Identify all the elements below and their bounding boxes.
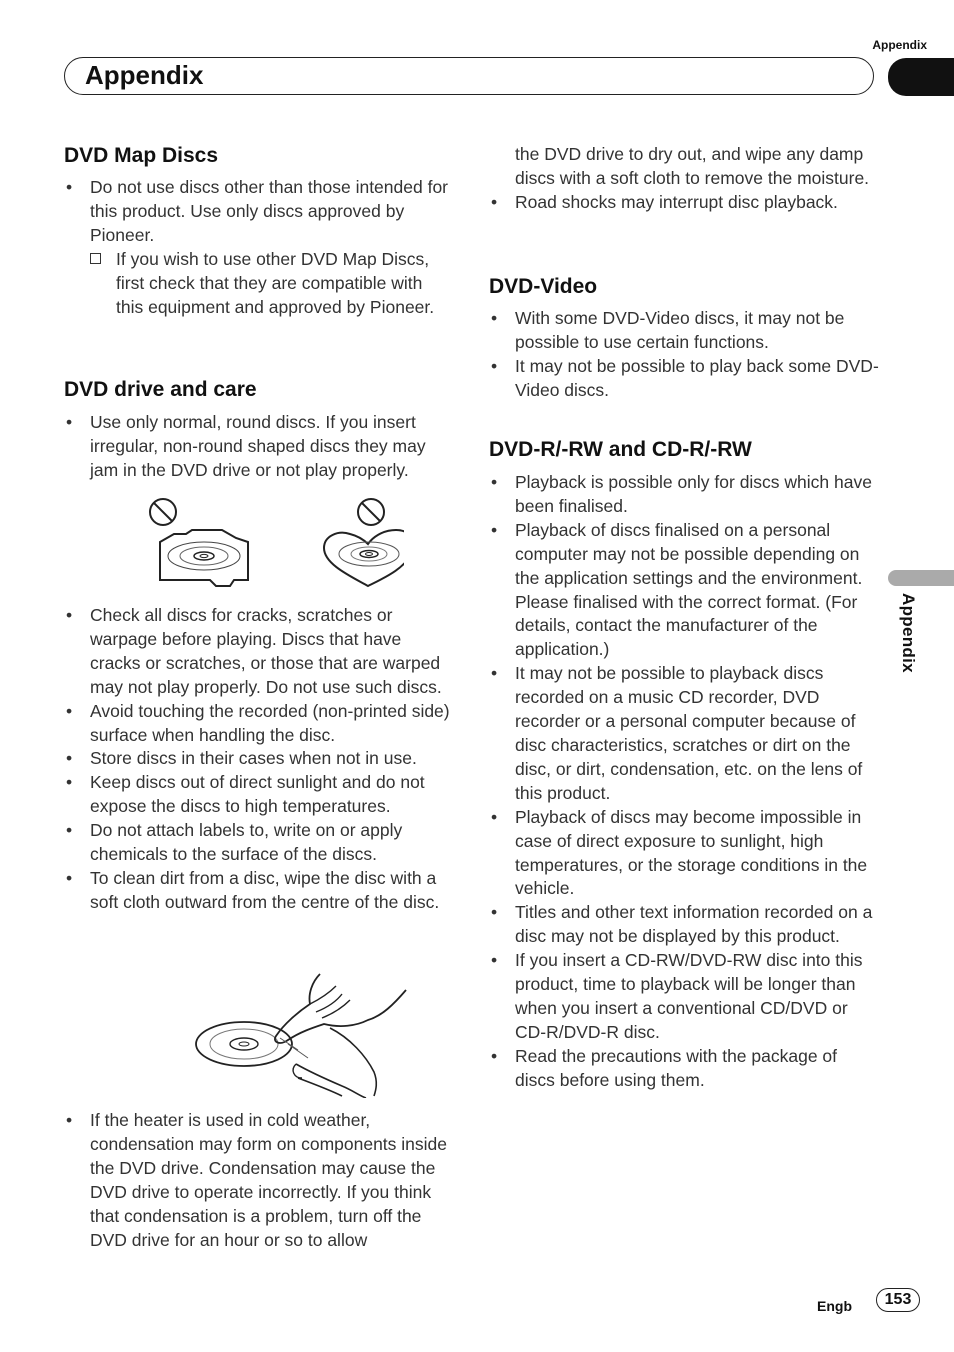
disc-cleaning-illustration [190, 968, 420, 1098]
side-section-label: Appendix [899, 593, 918, 673]
list-item: • Use only normal, round discs. If you insert irregular, non-round shaped discs they may jam in the DVD drive or not play properly. [64, 411, 454, 483]
checkbox-square-icon [90, 253, 101, 264]
wiping-hand-icon [275, 974, 406, 1096]
page-number: 153 [876, 1288, 920, 1312]
section-tab [888, 58, 954, 96]
holding-hand-icon [293, 1064, 366, 1098]
heart-shaped-disc-icon [324, 530, 404, 586]
list-item: • Read the precautions with the package of discs before using them. [489, 1045, 879, 1093]
list-item: • Avoid touching the recorded (non-printed side) surface when handling the disc. [64, 700, 454, 748]
list-item [64, 176, 454, 319]
list-item: • To clean dirt from a disc, wipe the disc with a soft cloth outward from the centre of the disc. [64, 867, 454, 915]
top-section-label: Appendix [872, 38, 927, 52]
list-item: • Playback of discs finalised on a personal computer may not be possible depending on the application settings and the environment. Please finalised with the correct format. (For details, contact the manufacturer of the application.) [489, 519, 879, 662]
dvd-drive-list-b [64, 604, 454, 915]
dvd-map-list [64, 176, 454, 319]
disc-icon [196, 1022, 292, 1066]
prohibited-icon [150, 499, 176, 525]
language-code: Engb [817, 1298, 852, 1314]
list-item: • Playback is possible only for discs which have been finalised. [489, 471, 879, 519]
list-item-continued: the DVD drive to dry out, and wipe any damp discs with a soft cloth to remove the moisture. [515, 144, 870, 188]
page-title: Appendix [85, 60, 204, 90]
dvd-video-list [489, 307, 879, 403]
list-item: • Playback of discs may become impossible in case of direct exposure to sunlight, high temperatures, or the storage conditions in the vehicle. [489, 806, 879, 902]
sub-note-text: If you wish to use other DVD Map Discs, first check that they are compatible with this equipment and approved by Pioneer. [116, 248, 435, 317]
dvd-drive-list-c [64, 1109, 454, 1252]
list-item: • With some DVD-Video discs, it may not be possible to use certain functions. [489, 307, 879, 355]
page-title-bar [64, 57, 874, 95]
list-item: • It may not be possible to playback discs recorded on a music CD recorder, DVD recorder or a personal computer because of disc characteristics, scratches or dirt on the disc, or dirt, condensation, etc. on the lens of this product. [489, 662, 879, 805]
dvd-drive-continued-list [489, 143, 879, 215]
irregular-discs-illustration [144, 494, 404, 594]
list-item: • If you insert a CD-RW/DVD-RW disc into this product, time to playback will be longer than when you insert a conventional CD/DVD or CD-R/DVD-R disc. [489, 949, 879, 1045]
list-item: • Titles and other text information recorded on a disc may not be displayed by this product. [489, 901, 879, 949]
list-item: • If the heater is used in cold weather, condensation may form on components inside the DVD drive. Condensation may cause the DVD drive to operate incorrectly. If you think that condensation is a problem, turn off the DVD drive for an hour or so to allow [64, 1109, 454, 1252]
dvd-drive-list-a [64, 411, 454, 483]
prohibited-icon [358, 499, 384, 525]
heading-dvd-r-rw: DVD-R/-RW and CD-R/-RW [489, 438, 752, 461]
heading-dvd-drive-care: DVD drive and care [64, 378, 257, 401]
side-tab-marker [888, 570, 954, 586]
list-item: • Check all discs for cracks, scratches or warpage before playing. Discs that have cracks or scratches, or those that are warped may not play properly. Do not use such discs. [64, 604, 454, 700]
list-item: • Road shocks may interrupt disc playback. [489, 191, 879, 215]
list-item: • It may not be possible to play back some DVD-Video discs. [489, 355, 879, 403]
list-item: • Store discs in their cases when not in use. [64, 747, 454, 771]
heading-dvd-video: DVD-Video [489, 275, 598, 298]
list-item: • Do not attach labels to, write on or apply chemicals to the surface of the discs. [64, 819, 454, 867]
irregular-disc-icon [160, 530, 248, 586]
dvd-r-rw-list [489, 471, 879, 1093]
list-item-text: Do not use discs other than those intended for this product. Use only discs approved by Pioneer. [90, 177, 449, 245]
list-item: • Keep discs out of direct sunlight and do not expose the discs to high temperatures. [64, 771, 454, 819]
sub-note [90, 248, 454, 320]
heading-dvd-map-discs: DVD Map Discs [64, 144, 219, 167]
